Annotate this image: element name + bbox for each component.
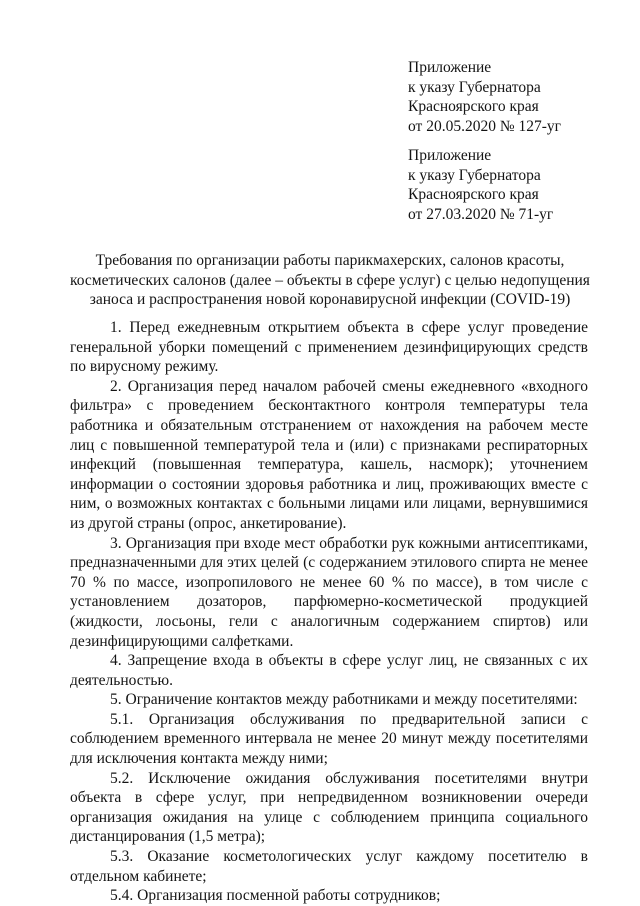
appendix-region-line: Красноярского края xyxy=(408,186,539,203)
appendix-date-number: от 27.03.2020 № 71-уг xyxy=(408,205,554,223)
appendix-label: Приложение xyxy=(408,147,492,164)
document-title: Требования по организации работы парикмахерских, салонов красоты, косметических салонов (далее – объекты в сфере услуг) с целью недопущения заноса и распространения новой коронавирусной инфекции (COVID-19) xyxy=(70,252,590,308)
appendix-decree-line: к указу Губернатора xyxy=(408,166,541,184)
appendix-header-current xyxy=(408,58,608,136)
appendix-label: Приложение xyxy=(408,59,492,76)
appendix-region-line: Красноярского края xyxy=(408,98,539,115)
appendix-date-number: от 20.05.2020 № 127-уг xyxy=(408,117,562,135)
paragraph-3: 3. Организация при входе мест обработки рук кожными антисептиками, предназначенными для этих целей (с содержанием этилового спирта не менее 70 % по массе, изопропилового не менее 60 % по массе), в том числе с установлением дозаторов, парфюмерно-косметической продукцией (жидкости, лосьоны, гели с аналогичным содержанием спиртов) или дезинфицирующими салфетками. xyxy=(70,534,588,650)
paragraph-4: 4. Запрещение входа в объекты в сфере услуг лиц, не связанных с их деятельностью. xyxy=(70,652,588,689)
paragraph-5-3: 5.3. Оказание косметологических услуг каждому посетителю в отдельном кабинете; xyxy=(70,848,588,885)
paragraph-5-2: 5.2. Исключение ожидания обслуживания посетителями внутри объекта в сфере услуг, при непредвиденном возникновении очереди организация ожидания на улице с соблюдением принципа социального дистанцирования (1,5 метра); xyxy=(70,769,588,846)
document-body xyxy=(70,318,588,906)
paragraph-5-1: 5.1. Организация обслуживания по предварительной записи с соблюдением временного интервала не менее 20 минут между посетителями для исключения контакта между ними; xyxy=(70,710,588,768)
paragraph-1: 1. Перед ежедневным открытием объекта в сфере услуг проведение генеральной уборки помещений с применением дезинфицирующих средств по вирусному режиму. xyxy=(70,319,588,376)
paragraph-5-4: 5.4. Организация посменной работы сотрудников; xyxy=(110,887,441,905)
appendix-header-original xyxy=(408,146,608,224)
appendix-decree-line: к указу Губернатора xyxy=(408,78,541,96)
paragraph-5: 5. Ограничение контактов между работниками и между посетителями: xyxy=(110,691,578,709)
paragraph-2: 2. Организация перед началом рабочей смены ежедневного «входного фильтра» с проведением бесконтактного контроля температуры тела работника и обязательным отстранением от нахождения на рабочем месте лиц с повышенной температурой тела и (или) с признаками респираторных инфекций (повышенная температура, кашель, насморк); уточнением информации о состоянии здоровья работника и лиц, проживающих вместе с ним, о возможных контактах с больными лицами или лицами, вернувшимися из другой страны (опрос, анкетирование). xyxy=(70,377,588,532)
